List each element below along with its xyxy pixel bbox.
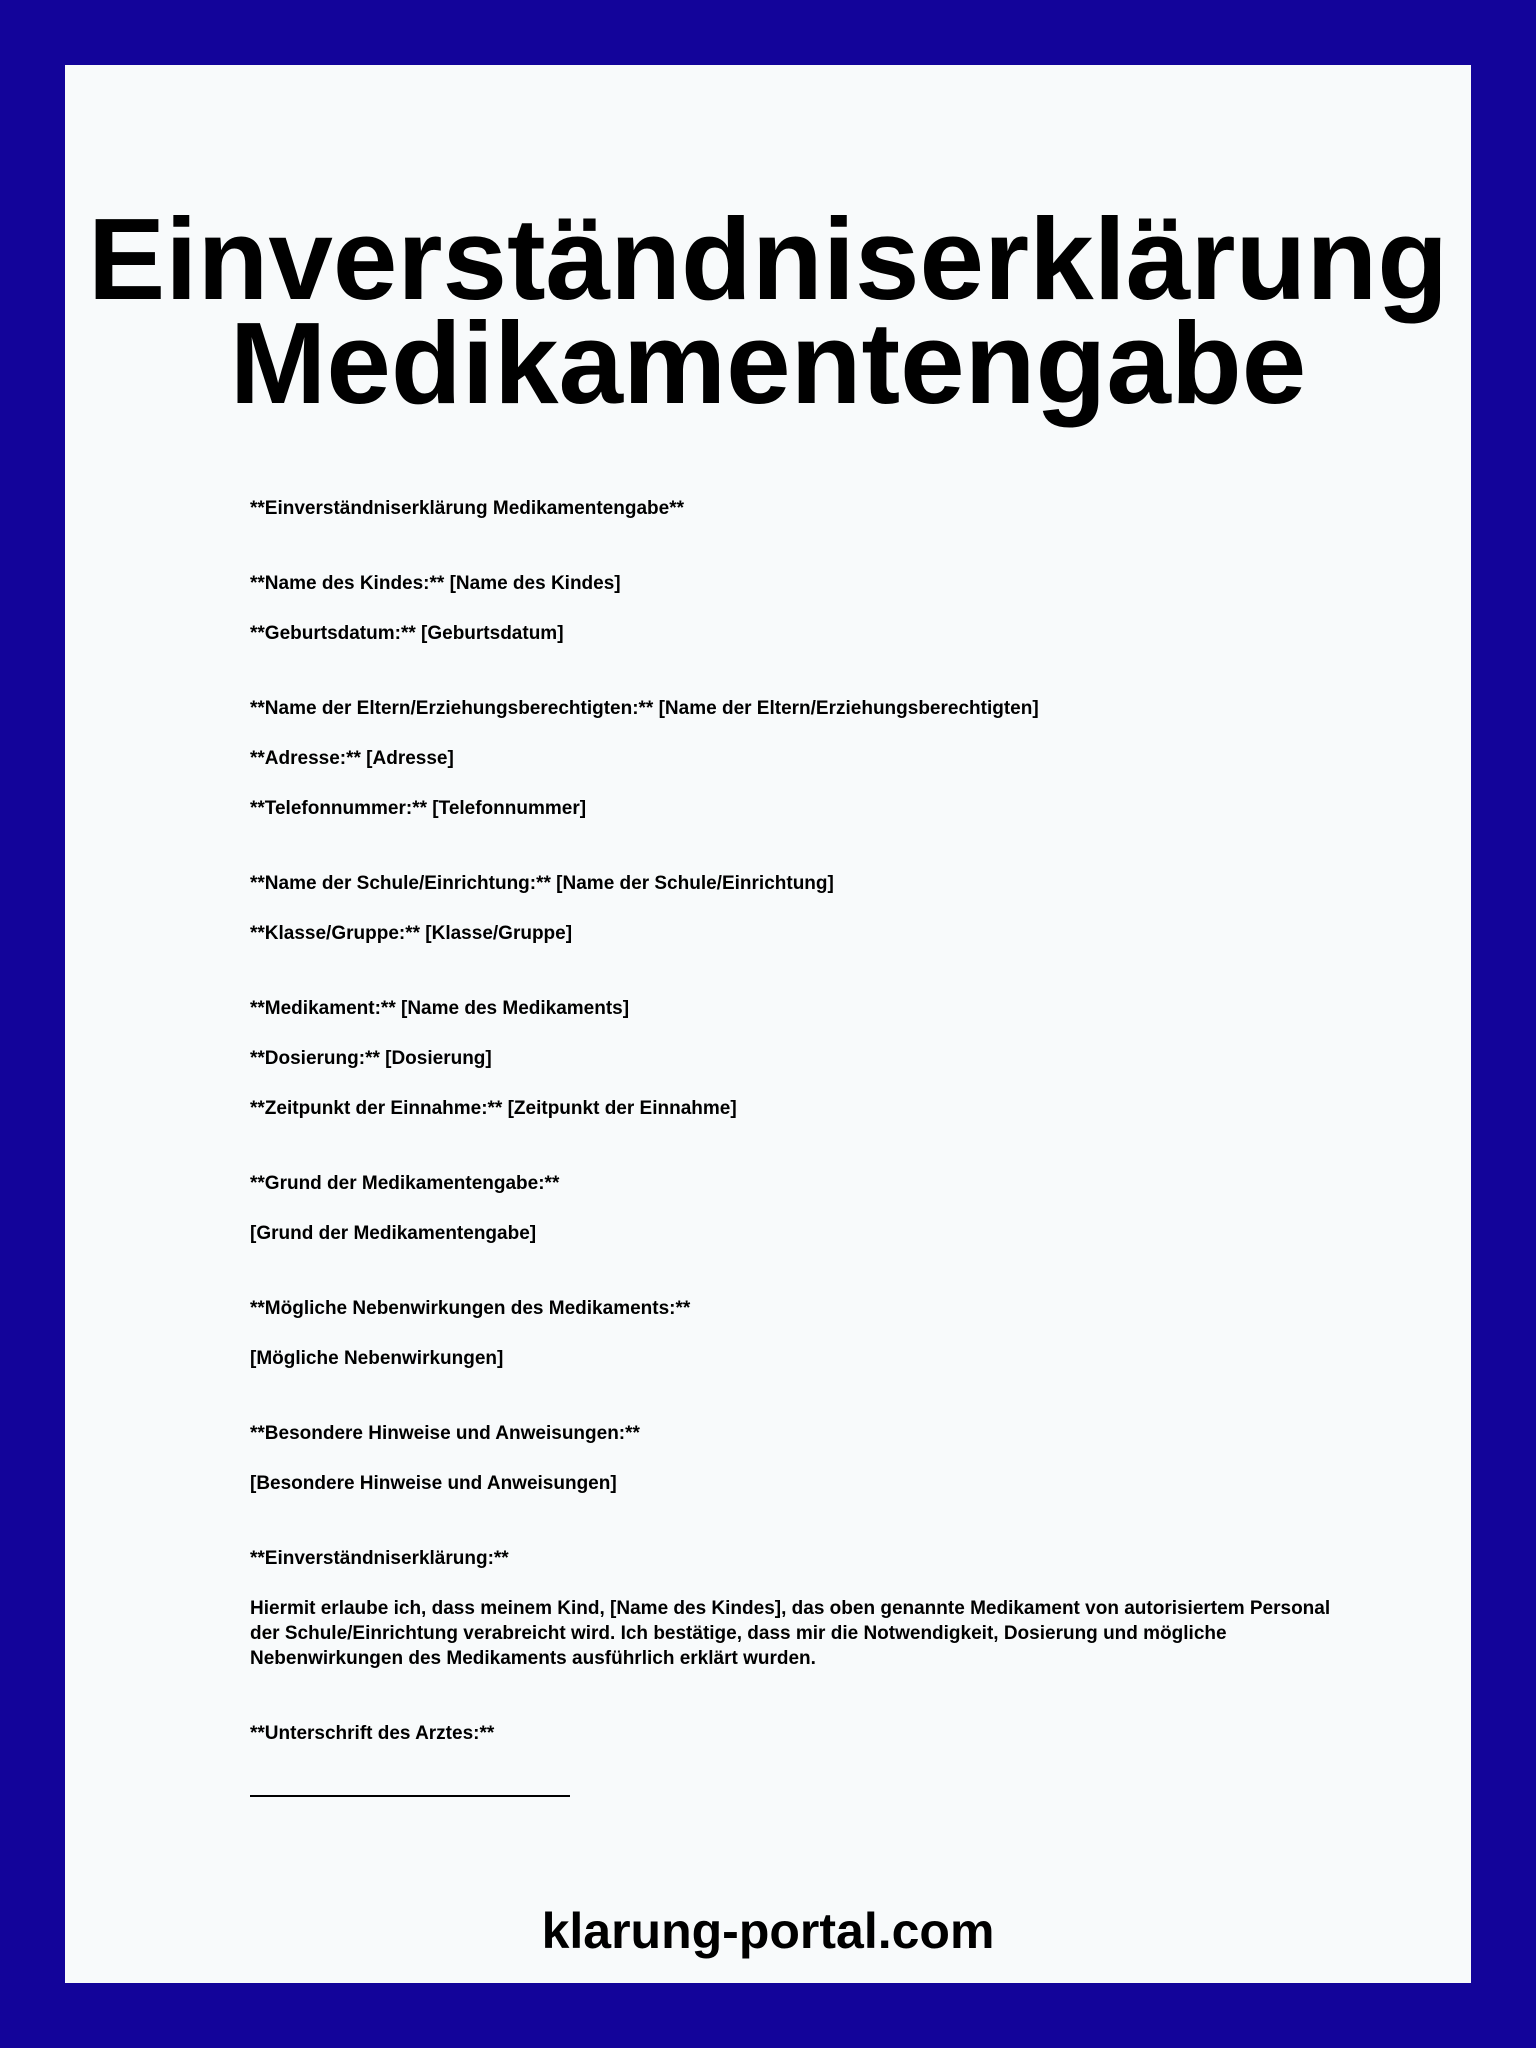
document-page	[65, 65, 1471, 1983]
signature-label: **Unterschrift des Arztes:**	[250, 1723, 495, 1744]
child-name-field: **Name des Kindes:** [Name des Kindes]	[250, 573, 621, 594]
title-line-1: Einverständniserklärung	[87, 194, 1449, 324]
title-line-2: Medikamentengabe	[229, 298, 1307, 428]
birth-date-field: **Geburtsdatum:** [Geburtsdatum]	[250, 623, 564, 644]
reason-label: **Grund der Medikamentengabe:**	[250, 1173, 560, 1194]
reason-value: [Grund der Medikamentengabe]	[250, 1223, 537, 1244]
medication-field: **Medikament:** [Name des Medikaments]	[250, 998, 630, 1019]
address-field: **Adresse:** [Adresse]	[250, 748, 454, 769]
consent-text: Hiermit erlaube ich, dass meinem Kind, [Name des Kindes], das oben genannte Medikament von autorisiertem Personal der Schule/Einrichtung verabreicht wird. Ich bestätige, dass mir die Notwendigkeit, Dosierung und mögliche Nebenwirkungen des Medikaments ausführlich erklärt wurden.	[250, 1598, 1331, 1669]
side-effects-value: [Mögliche Nebenwirkungen]	[250, 1348, 504, 1369]
side-effects-label: **Mögliche Nebenwirkungen des Medikaments:**	[250, 1298, 691, 1319]
footer-site: klarung-portal.com	[541, 1903, 995, 1959]
intake-time-field: **Zeitpunkt der Einnahme:** [Zeitpunkt der Einnahme]	[250, 1098, 737, 1119]
document-title	[65, 194, 1471, 428]
dosage-field: **Dosierung:** [Dosierung]	[250, 1048, 492, 1069]
parents-name-field: **Name der Eltern/Erziehungsberechtigten:** [Name der Eltern/Erziehungsberechtigten]	[250, 698, 1039, 719]
form-heading: **Einverständniserklärung Medikamentengabe**	[250, 498, 684, 519]
form-content	[250, 496, 1360, 1746]
class-group-field: **Klasse/Gruppe:** [Klasse/Gruppe]	[250, 923, 573, 944]
phone-field: **Telefonnummer:** [Telefonnummer]	[250, 798, 587, 819]
notes-value: [Besondere Hinweise und Anweisungen]	[250, 1473, 617, 1494]
consent-label: **Einverständniserklärung:**	[250, 1548, 509, 1569]
school-name-field: **Name der Schule/Einrichtung:** [Name der Schule/Einrichtung]	[250, 873, 834, 894]
signature-line	[250, 1795, 570, 1797]
notes-label: **Besondere Hinweise und Anweisungen:**	[250, 1423, 640, 1444]
